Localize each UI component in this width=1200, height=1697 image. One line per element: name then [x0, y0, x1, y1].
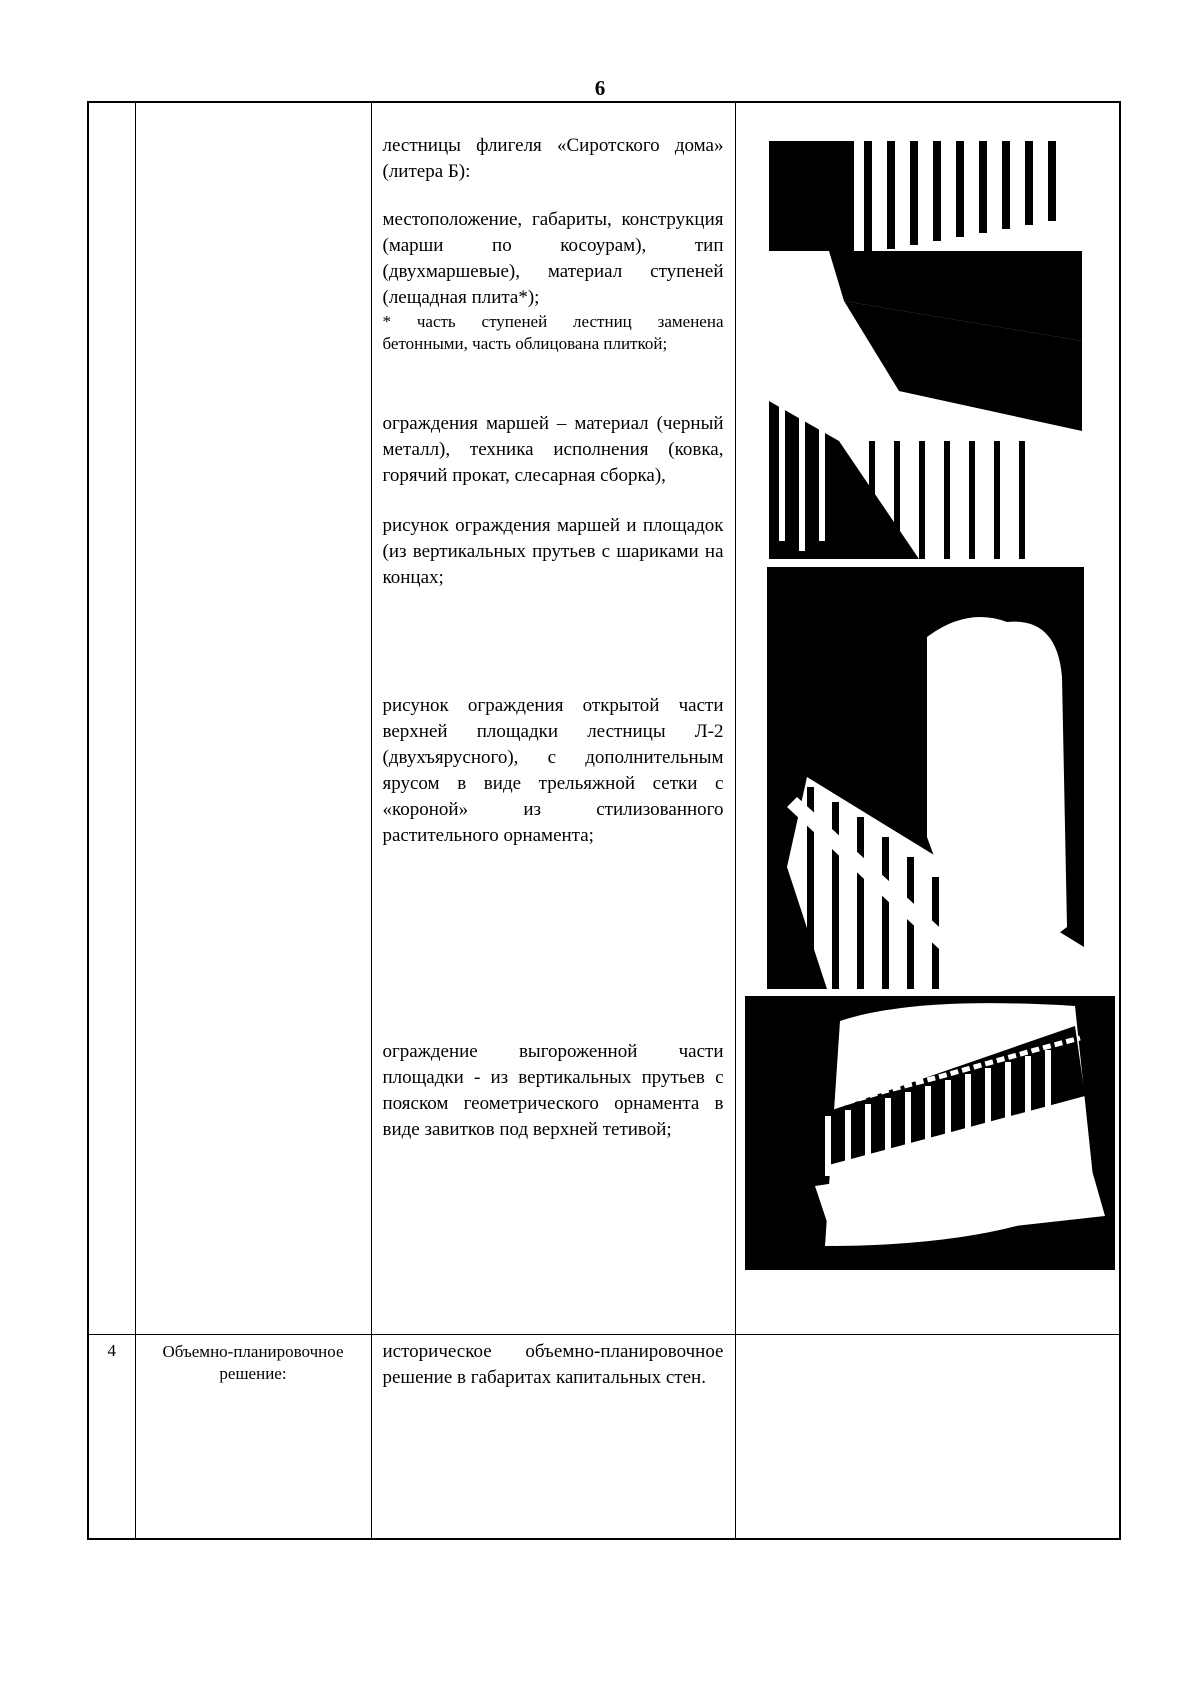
row-number-cell [88, 102, 135, 1334]
stair-photo-2 [767, 567, 1084, 989]
stairs-item-location: местоположение, габариты, конструкция (марши по косоурам), тип (двухмаршевые), материал ступеней (лещадная плита*); [382, 209, 724, 308]
page-number: 6 [594, 76, 606, 100]
protected-features-table [87, 101, 1121, 1540]
stairs-item-upper-landing: рисунок ограждения открытой части верхней площадки лестницы Л-2 (двухъярусного), с дополнительным ярусом в виде трельяжной сетки с «короной» из стилизованного растительного орнамента; [382, 695, 724, 846]
stairs-item-railing-pattern: рисунок ограждения маршей и площадок (из вертикальных прутьев с шариками на концах; [382, 515, 724, 588]
row-number-cell [88, 1334, 135, 1539]
row-number: 4 [107, 1340, 116, 1360]
stairs-item-enclosed-landing: ограждение выгороженной части площадки - из вертикальных прутьев с пояском геометрического орнамента в виде завитков под верхней тетивой; [382, 1041, 724, 1140]
photos-cell [735, 102, 1120, 1334]
row-name: Объемно-планировочное решение: [162, 1341, 344, 1383]
row-name-cell [135, 1334, 371, 1539]
table-row-stairs [88, 102, 1120, 1334]
stair-photo-1 [769, 141, 1082, 559]
description-cell [371, 102, 735, 1334]
row-name-cell [135, 102, 371, 1334]
stairs-note: * часть ступеней лестниц заменена бетонными, часть облицована плиткой; [382, 312, 724, 353]
layout-description: историческое объемно-планировочное решение в габаритах капитальных стен. [382, 1340, 724, 1388]
description-cell [371, 1334, 735, 1539]
table-row-layout [88, 1334, 1120, 1539]
stair-photo-3 [745, 996, 1115, 1270]
row-name [136, 103, 371, 109]
photos-cell-empty [735, 1334, 1120, 1539]
stairs-heading: лестницы флигеля «Сиротского дома» (литера Б): [382, 135, 724, 182]
row-number [89, 103, 135, 109]
stairs-item-railing-material: ограждения маршей – материал (черный металл), техника исполнения (ковка, горячий прокат, слесарная сборка), [382, 413, 724, 486]
